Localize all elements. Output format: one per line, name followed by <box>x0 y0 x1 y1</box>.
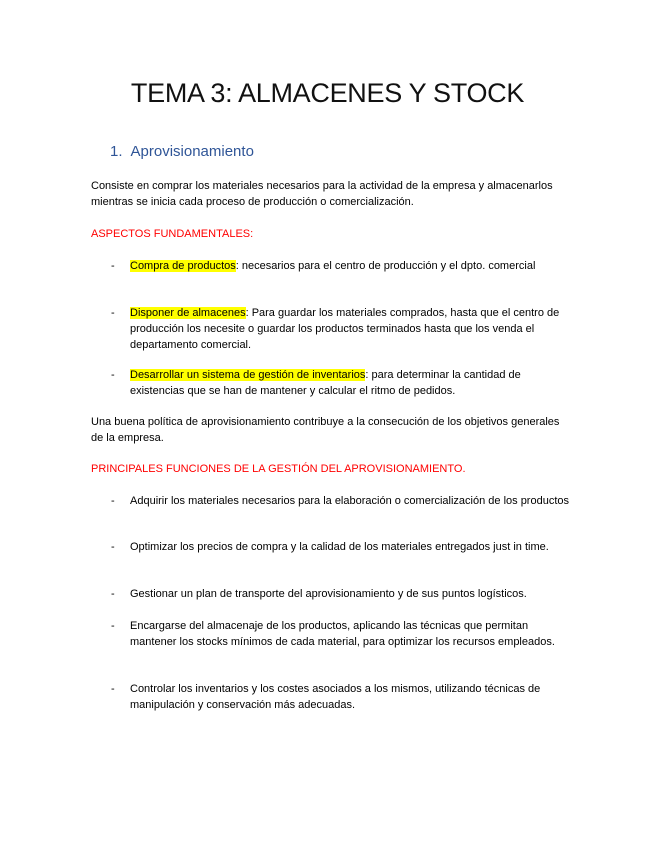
bullet-dash: - <box>111 683 115 695</box>
bullet-dash: - <box>111 495 115 507</box>
aspecto-text: : para determinar la cantidad de existencias que se han de mantener y calcular el ritmo de pedidos. <box>130 369 521 397</box>
funcion-text: Controlar los inventarios y los costes asociados a los mismos, utilizando técnicas de manipulación y conservación más adecuadas. <box>130 683 541 711</box>
aspectos-heading: ASPECTOS FUNDAMENTALES: <box>91 228 254 240</box>
highlighted-term: Desarrollar un sistema de gestión de inventarios <box>130 369 366 381</box>
funcion-text: Encargarse del almacenaje de los productos, aplicando las técnicas que permitan mantener los stocks mínimos de cada material, para optimizar los recursos empleados. <box>130 620 555 648</box>
bullet-dash: - <box>111 588 115 600</box>
bullet-dash: - <box>111 369 115 381</box>
section-number: 1. <box>110 143 123 160</box>
funcion-text: Optimizar los precios de compra y la calidad de los materiales entregados just in time. <box>130 541 549 553</box>
highlighted-term: Compra de productos <box>130 260 236 272</box>
bullet-dash: - <box>111 620 115 632</box>
funcion-text: Adquirir los materiales necesarios para la elaboración o comercialización de los productos <box>130 495 570 507</box>
funciones-heading: PRINCIPALES FUNCIONES DE LA GESTIÓN DEL APROVISIONAMIENTO. <box>91 463 466 475</box>
bullet-dash: - <box>111 307 115 319</box>
page-title: TEMA 3: ALMACENES Y STOCK <box>130 78 525 108</box>
aspecto-text: : necesarios para el centro de producción y el dpto. comercial <box>235 260 536 272</box>
section-heading <box>110 143 254 160</box>
bullet-dash: - <box>111 541 115 553</box>
intro-paragraph: Consiste en comprar los materiales necesarios para la actividad de la empresa y almacenarlos mientras se inicia cada proceso de producción o comercialización. <box>91 180 553 208</box>
highlighted-term: Disponer de almacenes <box>130 307 246 319</box>
section-label: Aprovisionamiento <box>130 143 254 160</box>
bullet-dash: - <box>111 260 115 272</box>
funcion-text: Gestionar un plan de transporte del aprovisionamiento y de sus puntos logísticos. <box>130 588 527 600</box>
aspecto-text: : Para guardar los materiales comprados, hasta que el centro de producción los necesite o guardar los productos terminados hasta que los venda el departamento comercial. <box>130 307 560 351</box>
politica-paragraph: Una buena política de aprovisionamiento contribuye a la consecución de los objetivos generales de la empresa. <box>91 416 560 444</box>
